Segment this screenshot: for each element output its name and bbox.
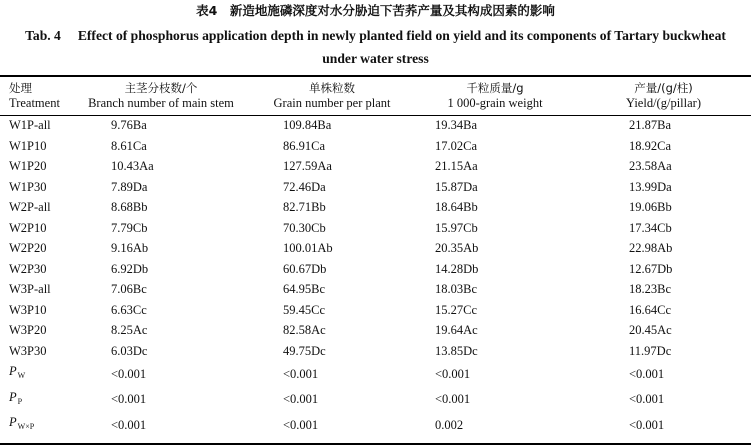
table-row bbox=[0, 136, 751, 157]
value-cell: 18.64Bb bbox=[435, 200, 478, 214]
p-value-cell: <0.001 bbox=[435, 366, 471, 381]
column-header-en: Treatment bbox=[9, 95, 60, 110]
table-row bbox=[0, 259, 751, 280]
value-cell: 13.99Da bbox=[629, 179, 672, 194]
value-cell: 127.59Aa bbox=[283, 159, 332, 173]
table-title-chinese: 表4 新造地施磷深度对水分胁迫下苦荞产量及其构成因素的影响 bbox=[196, 3, 555, 18]
value-cell: 19.34Ba bbox=[435, 118, 478, 132]
p-symbol: P bbox=[9, 415, 17, 429]
column-header bbox=[576, 76, 751, 115]
table-row bbox=[0, 115, 751, 136]
treatment-cell: W2P10 bbox=[9, 220, 47, 235]
value-cell: 6.03Dc bbox=[111, 343, 148, 358]
p-symbol: P bbox=[9, 389, 17, 404]
value-cell: 18.03Bc bbox=[435, 282, 478, 296]
value-cell: 100.01Ab bbox=[283, 241, 333, 255]
treatment-cell: W1P20 bbox=[9, 159, 47, 173]
value-cell: 7.89Da bbox=[111, 179, 148, 194]
value-cell: 6.63Cc bbox=[111, 302, 147, 317]
treatment-cell: W3P10 bbox=[9, 302, 47, 317]
value-cell: 23.58Aa bbox=[629, 159, 672, 173]
p-value-cell: <0.001 bbox=[629, 392, 665, 406]
p-value-cell: <0.001 bbox=[283, 417, 319, 432]
value-cell: 18.92Ca bbox=[629, 138, 672, 153]
value-cell: 14.28Db bbox=[435, 261, 479, 276]
table-row bbox=[0, 300, 751, 321]
column-header-cn: 单株粒数 bbox=[309, 80, 355, 95]
value-cell: 15.97Cb bbox=[435, 220, 478, 235]
value-cell: 59.45Cc bbox=[283, 302, 326, 317]
table-row bbox=[0, 218, 751, 239]
table-row bbox=[0, 320, 751, 341]
p-symbol: P bbox=[9, 364, 17, 378]
value-cell: 12.67Db bbox=[629, 261, 673, 276]
column-header-en: 1 000-grain weight bbox=[447, 95, 543, 110]
value-cell: 64.95Bc bbox=[283, 282, 326, 296]
table-title-english-line2: under water stress bbox=[322, 51, 429, 66]
value-cell: 86.91Ca bbox=[283, 138, 326, 153]
table-row bbox=[0, 156, 751, 177]
p-label-cell bbox=[0, 412, 72, 438]
value-cell: 19.64Ac bbox=[435, 323, 478, 337]
p-value-cell: <0.001 bbox=[111, 392, 147, 406]
treatment-cell: W3P30 bbox=[9, 343, 47, 358]
table-title-english bbox=[10, 24, 741, 70]
p-value-cell: <0.001 bbox=[283, 366, 319, 381]
p-subscript: W×P bbox=[17, 422, 35, 431]
value-cell: 8.25Ac bbox=[111, 323, 148, 337]
p-value-cell: <0.001 bbox=[283, 392, 319, 406]
column-header bbox=[414, 76, 576, 115]
treatment-cell: W2P20 bbox=[9, 241, 47, 255]
table-row bbox=[0, 238, 751, 259]
treatment-cell: W2P-all bbox=[9, 200, 51, 214]
column-header bbox=[72, 76, 250, 115]
value-cell: 109.84Ba bbox=[283, 118, 332, 132]
table-row bbox=[0, 177, 751, 198]
value-cell: 9.16Ab bbox=[111, 241, 149, 255]
value-cell: 20.45Ac bbox=[629, 323, 672, 337]
value-cell: 49.75Dc bbox=[283, 343, 326, 358]
value-cell: 60.67Db bbox=[283, 261, 327, 276]
p-value-row bbox=[0, 412, 751, 438]
value-cell: 72.46Da bbox=[283, 179, 326, 194]
table-bottom-rule bbox=[0, 443, 751, 445]
table-row bbox=[0, 341, 751, 362]
value-cell: 21.87Ba bbox=[629, 118, 672, 132]
p-value-cell: <0.001 bbox=[629, 417, 665, 432]
treatment-cell: W2P30 bbox=[9, 261, 47, 276]
treatment-cell: W3P20 bbox=[9, 323, 47, 337]
p-value-row bbox=[0, 387, 751, 413]
value-cell: 21.15Aa bbox=[435, 159, 478, 173]
value-cell: 9.76Ba bbox=[111, 118, 147, 132]
value-cell: 8.68Bb bbox=[111, 200, 148, 214]
value-cell: 22.98Ab bbox=[629, 241, 673, 255]
column-header-en: Yield/(g/pillar) bbox=[626, 95, 701, 110]
treatment-cell: W3P-all bbox=[9, 282, 51, 296]
value-cell: 15.87Da bbox=[435, 179, 478, 194]
value-cell: 7.06Bc bbox=[111, 282, 147, 296]
value-cell: 82.71Bb bbox=[283, 200, 326, 214]
p-value-cell: <0.001 bbox=[111, 417, 147, 432]
table-row bbox=[0, 197, 751, 218]
p-label-cell bbox=[0, 361, 72, 387]
value-cell: 13.85Dc bbox=[435, 343, 478, 358]
p-value-cell: 0.002 bbox=[435, 417, 464, 432]
value-cell: 17.02Ca bbox=[435, 138, 478, 153]
table-row bbox=[0, 279, 751, 300]
value-cell: 17.34Cb bbox=[629, 220, 672, 235]
column-header bbox=[0, 76, 72, 115]
value-cell: 11.97Dc bbox=[629, 343, 672, 358]
treatment-cell: W1P-all bbox=[9, 118, 51, 132]
column-header-cn: 千粒质量/g bbox=[466, 80, 524, 95]
column-header-en: Branch number of main stem bbox=[88, 95, 234, 110]
p-value-cell: <0.001 bbox=[111, 366, 147, 381]
p-subscript: W bbox=[17, 371, 26, 380]
value-cell: 8.61Ca bbox=[111, 138, 147, 153]
column-header-cn: 产量/(g/柱) bbox=[634, 80, 693, 95]
value-cell: 6.92Db bbox=[111, 261, 149, 276]
value-cell: 19.06Bb bbox=[629, 200, 672, 214]
p-subscript: P bbox=[17, 396, 23, 406]
column-header-en: Grain number per plant bbox=[273, 95, 391, 110]
value-cell: 7.79Cb bbox=[111, 220, 148, 235]
p-value-cell: <0.001 bbox=[435, 392, 471, 406]
value-cell: 82.58Ac bbox=[283, 323, 326, 337]
p-label-cell bbox=[0, 387, 72, 413]
column-header-cn: 处理 bbox=[9, 80, 32, 95]
column-header-cn: 主茎分枝数/个 bbox=[124, 80, 198, 95]
data-table bbox=[0, 76, 751, 438]
value-cell: 18.23Bc bbox=[629, 282, 672, 296]
header-row bbox=[0, 76, 751, 115]
column-header bbox=[250, 76, 414, 115]
value-cell: 15.27Cc bbox=[435, 302, 478, 317]
value-cell: 16.64Cc bbox=[629, 302, 672, 317]
p-value-cell: <0.001 bbox=[629, 366, 665, 381]
table-body bbox=[0, 115, 751, 438]
p-value-row bbox=[0, 361, 751, 387]
treatment-cell: W1P30 bbox=[9, 179, 47, 194]
table-title-english-line1: Tab. 4 Effect of phosphorus application depth in newly planted field on yield and its components of Tartary buckwheat bbox=[25, 28, 726, 43]
value-cell: 20.35Ab bbox=[435, 241, 479, 255]
value-cell: 70.30Cb bbox=[283, 220, 326, 235]
treatment-cell: W1P10 bbox=[9, 138, 47, 153]
value-cell: 10.43Aa bbox=[111, 159, 154, 173]
